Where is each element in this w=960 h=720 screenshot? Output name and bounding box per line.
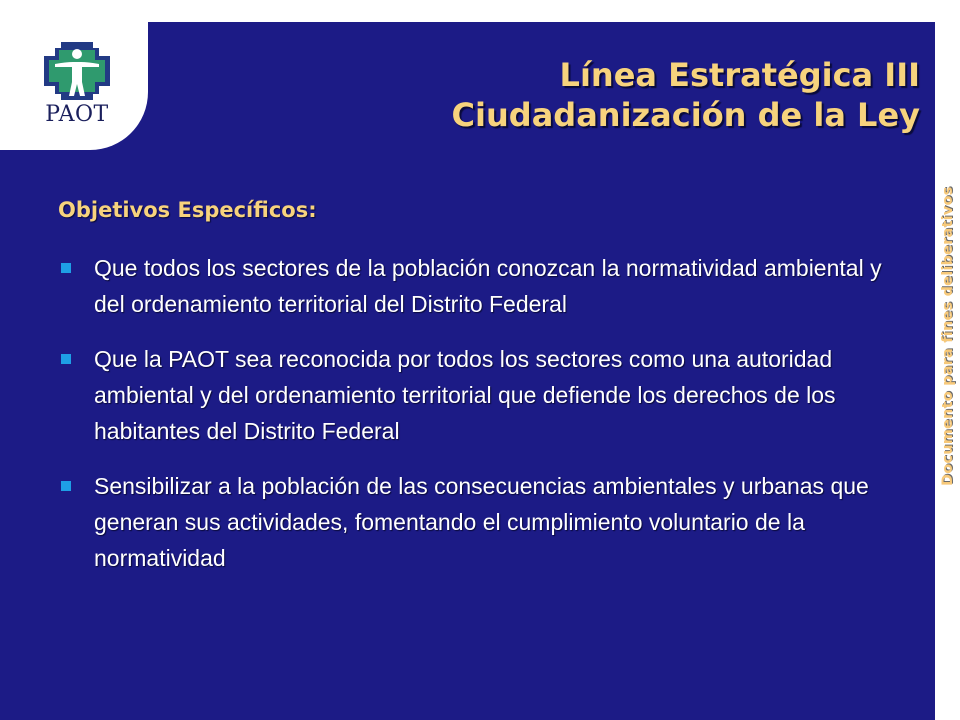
bullet-item — [58, 468, 903, 576]
paot-logo — [36, 40, 118, 132]
slide-title — [452, 55, 920, 135]
title-line-2: Ciudadanización de la Ley — [451, 96, 920, 134]
square-bullet-icon — [61, 354, 71, 364]
human-figure-cross-icon — [36, 40, 118, 102]
bullet-text: Sensibilizar a la población de las consecuencias ambientales y urbanas que generan sus actividades, fomentando el cumplimiento voluntario de la normatividad — [94, 473, 869, 571]
bullet-list — [58, 250, 903, 595]
title-line-1: Línea Estratégica III — [559, 56, 920, 94]
square-bullet-icon — [61, 481, 71, 491]
section-heading: Objetivos Específicos: — [58, 198, 317, 222]
bullet-text: Que todos los sectores de la población conozcan la normatividad ambiental y del ordenamiento territorial del Distrito Federal — [94, 255, 882, 317]
bullet-item — [58, 250, 903, 322]
logo-text: PAOT — [45, 102, 109, 127]
side-note: Documento para fines deliberativos — [940, 186, 956, 486]
bullet-text: Que la PAOT sea reconocida por todos los sectores como una autoridad ambiental y del ordenamiento territorial que defiende los derechos de los habitantes del Distrito Federal — [94, 346, 836, 444]
square-bullet-icon — [61, 263, 71, 273]
bullet-item — [58, 341, 903, 449]
